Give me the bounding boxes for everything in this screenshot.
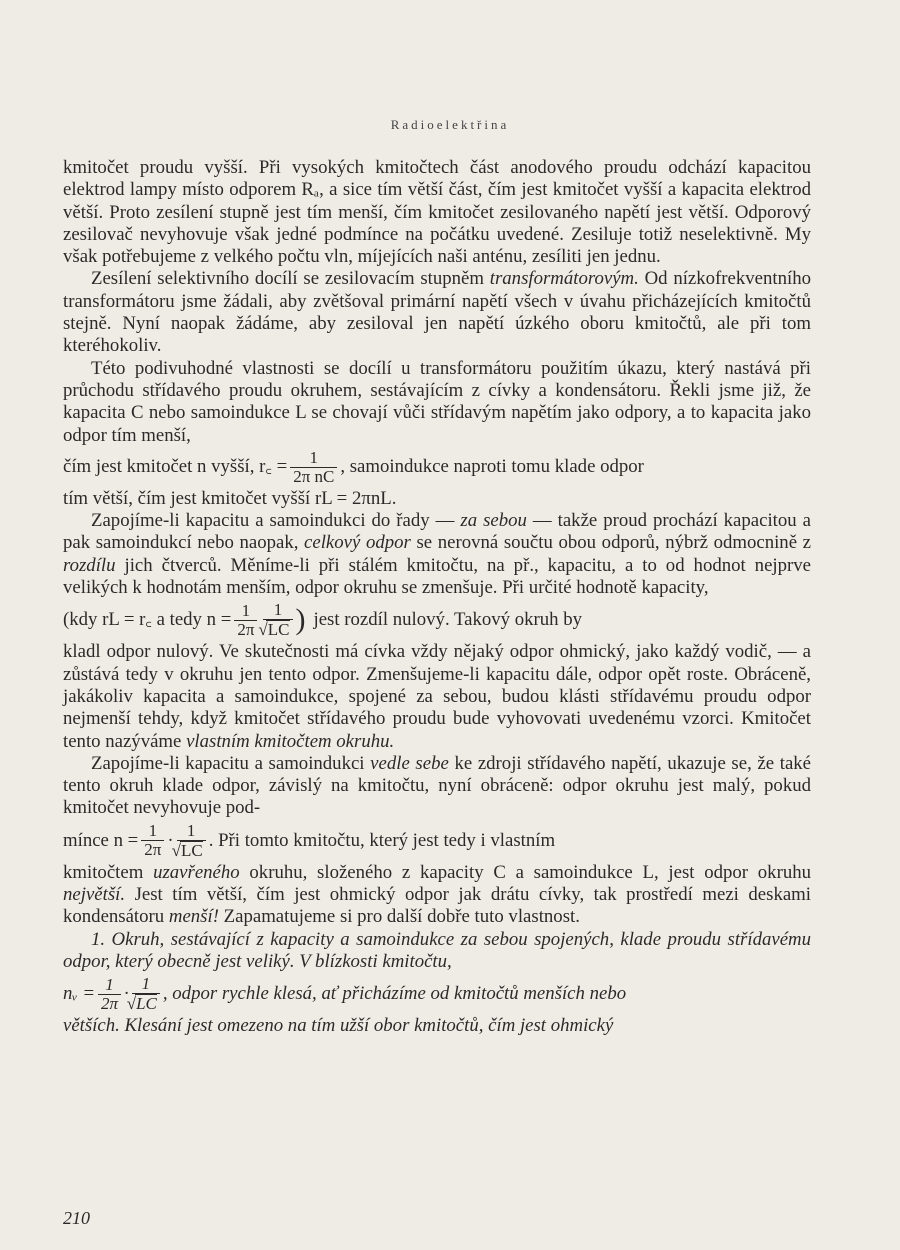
multiply-dot: · (167, 829, 174, 851)
closing-paren: ) (295, 603, 306, 637)
text-span: Zesílení selektivního docílí se zesilovacím stupněm (91, 268, 490, 290)
numerator: 1 (273, 600, 283, 620)
numerator: 1 (309, 447, 319, 467)
formula-trail: . Při tomto kmitočtu, který jest tedy i vlastním (208, 829, 556, 851)
text-span: se nerovná součtu obou odporů, nýbrž odmocnině z (410, 532, 811, 554)
page-number: 210 (63, 1208, 90, 1228)
fraction (141, 822, 164, 859)
denominator: 2π (98, 994, 121, 1013)
paragraph-1: kmitočet proudu vyšší. Při vysokých kmitočtech část anodového proudu odchází kapacitou elektrod lampy místo odporem Rₐ, a sice tím větší část, čím jest kmitočet vyšší a kapacita elektrod větší. Proto zesílení stupně jest tím menší, čím kmitočet zesilovaného napětí jest větší. Odporový zesilovač nevyhovuje však jedné podmínce na počátku uvedené. Zesiluje totiž neselektivně. My však potřebujeme z velkého počtu vln, míjejících naši anténu, zesíliti jen jednu. (63, 157, 811, 268)
denominator (263, 619, 292, 639)
formula-lead: nᵥ = (63, 983, 96, 1005)
denominator: 2π (234, 620, 257, 639)
emphasis: uzavřeného (153, 861, 240, 883)
text-span: Zapamatujeme si pro další dobře tuto vlastnost. (218, 906, 580, 928)
text-span: kladl odpor nulový. Ve skutečnosti má cívka vždy nějaký odpor ohmický, jako každý vodič, — a zůstává tedy v okruhu jen tento odpor. Zmenšujeme-li kapacitu dále, odpor opět roste. Obráceně, jakákoliv kapacita a samoindukce, spojené za sebou, budou klásti střídavému proudu odpor nejmenší tehdy, když kmitočet střídavého proudu bude vyhovovati uvedenému vzorci. Kmitočet tento nazýváme (63, 641, 811, 752)
denominator (132, 993, 160, 1013)
fraction (132, 975, 160, 1013)
paragraph-5c (63, 862, 811, 929)
fraction (290, 449, 337, 486)
text-span: Zapojíme-li kapacitu a samoindukci do řady — (91, 510, 461, 532)
formula-lead: čím jest kmitočet n vyšší, r꜀ = (63, 456, 288, 478)
paragraph-3b: tím větší, čím jest kmitočet vyšší rL = 2πnL. (63, 487, 397, 509)
formula-resonance-series (63, 601, 811, 639)
text-span: kmitočtem (63, 861, 154, 883)
paragraph-4 (63, 510, 811, 599)
text-span: ke zdroji střídavého napětí, ukazuje se, že také tento okruh klade odpor, závislý na kmitočtu, nyní obráceně: odpor okruhu jest malý, pokud kmitočet nevyhovuje pod- (63, 752, 812, 819)
text-span: okruhu, složeného z kapacity C a samoindukce L, jest odpor okruhu (239, 861, 811, 883)
emphasis: rozdílu (63, 554, 116, 576)
text-span: Od nízkofrekventního transformátoru jsme žádali, aby zvětšoval primární napětí všech v úvahu přicházejících kmitočtů stejně. Nyní naopak žádáme, aby zesiloval jen napětí úzkého oboru kmitočtů, ale při tom kteréhokoliv. (63, 268, 812, 357)
formula-lead: mínce n = (63, 829, 139, 851)
square-root: √ LC (266, 620, 289, 639)
paragraph-6: 1. Okruh, sestávající z kapacity a samoindukce za sebou spojených, klade proudu střídavému odpor, který obecně jest veliký. V blízkosti kmitočtu, (63, 928, 811, 972)
emphasis: vedle sebe (370, 752, 449, 774)
numerator: 1 (241, 600, 251, 620)
text-span: Jest tím větší, čím jest ohmický odpor jak drátu cívky, tak prostředí mezi deskami kondensátoru (63, 884, 811, 928)
numerator: 1 (186, 820, 196, 840)
fraction (98, 976, 121, 1013)
square-root: √ LC (135, 994, 157, 1013)
text-span: — takže proud prochází kapacitou a pak samoindukcí nebo naopak, (63, 510, 811, 554)
emphasis: transformátorovým. (489, 268, 639, 290)
text-span: Zapojíme-li kapacitu a samoindukci (91, 752, 371, 774)
running-header: Radioelektřina (390, 117, 510, 132)
formula-lead: (kdy rL = r꜀ a tedy n = (63, 609, 232, 631)
paragraph-4e (63, 641, 811, 752)
paragraph-5 (63, 753, 811, 820)
emphasis: menší! (168, 906, 219, 928)
formula-resonance-parallel (63, 822, 811, 860)
numerator: 1 (141, 974, 151, 994)
body-text (63, 157, 811, 1038)
paragraph-6b: větších. Klesání jest omezeno na tím užší obor kmitočtů, čím jest ohmický (63, 1015, 614, 1037)
denominator (177, 840, 206, 860)
square-root: √ LC (180, 841, 203, 860)
multiply-dot: · (124, 983, 129, 1005)
formula-trail: jest rozdíl nulový. Takový okruh by (313, 609, 583, 631)
formula-trail: , samoindukce naproti tomu klade odpor (340, 456, 644, 478)
emphasis: za sebou (460, 510, 527, 532)
numerator: 1 (105, 974, 114, 994)
denominator: 2π (141, 840, 164, 859)
formula-trail: , odpor rychle klesá, ať přicházíme od kmitočtů menších nebo (162, 983, 627, 1005)
denominator: 2π nC (290, 467, 337, 486)
emphasis: největší. (63, 884, 126, 906)
text-span: jich čtverců. Měníme-li při stálém kmitočtu, na př., kapacitu, a to od hodnot nejprve velikých k hodnotám menším, odpor okruhu se zmenšuje. Při určité hodnotě kapacity, (63, 554, 811, 599)
fraction (263, 601, 292, 639)
emphasis: vlastním kmitočtem okruhu. (186, 730, 395, 752)
fraction (177, 822, 206, 860)
formula-capacitive-reactance (63, 449, 811, 486)
paragraph-2 (63, 268, 811, 357)
paragraph-3: Této podivuhodné vlastnosti se docílí u transformátoru použitím úkazu, který nastává při průchodu střídavého proudu okruhem, sestávajícím z cívky a kondensátoru. Řekli jsme již, že kapacita C nebo samoindukce L se chovají vůči střídavým napětím jako odpory, a to kapacita jako odpor tím menší, (63, 357, 811, 446)
emphasis: celkový odpor (304, 532, 411, 554)
numerator: 1 (148, 821, 158, 841)
fraction (234, 602, 257, 639)
formula-resonance-frequency (63, 975, 811, 1013)
